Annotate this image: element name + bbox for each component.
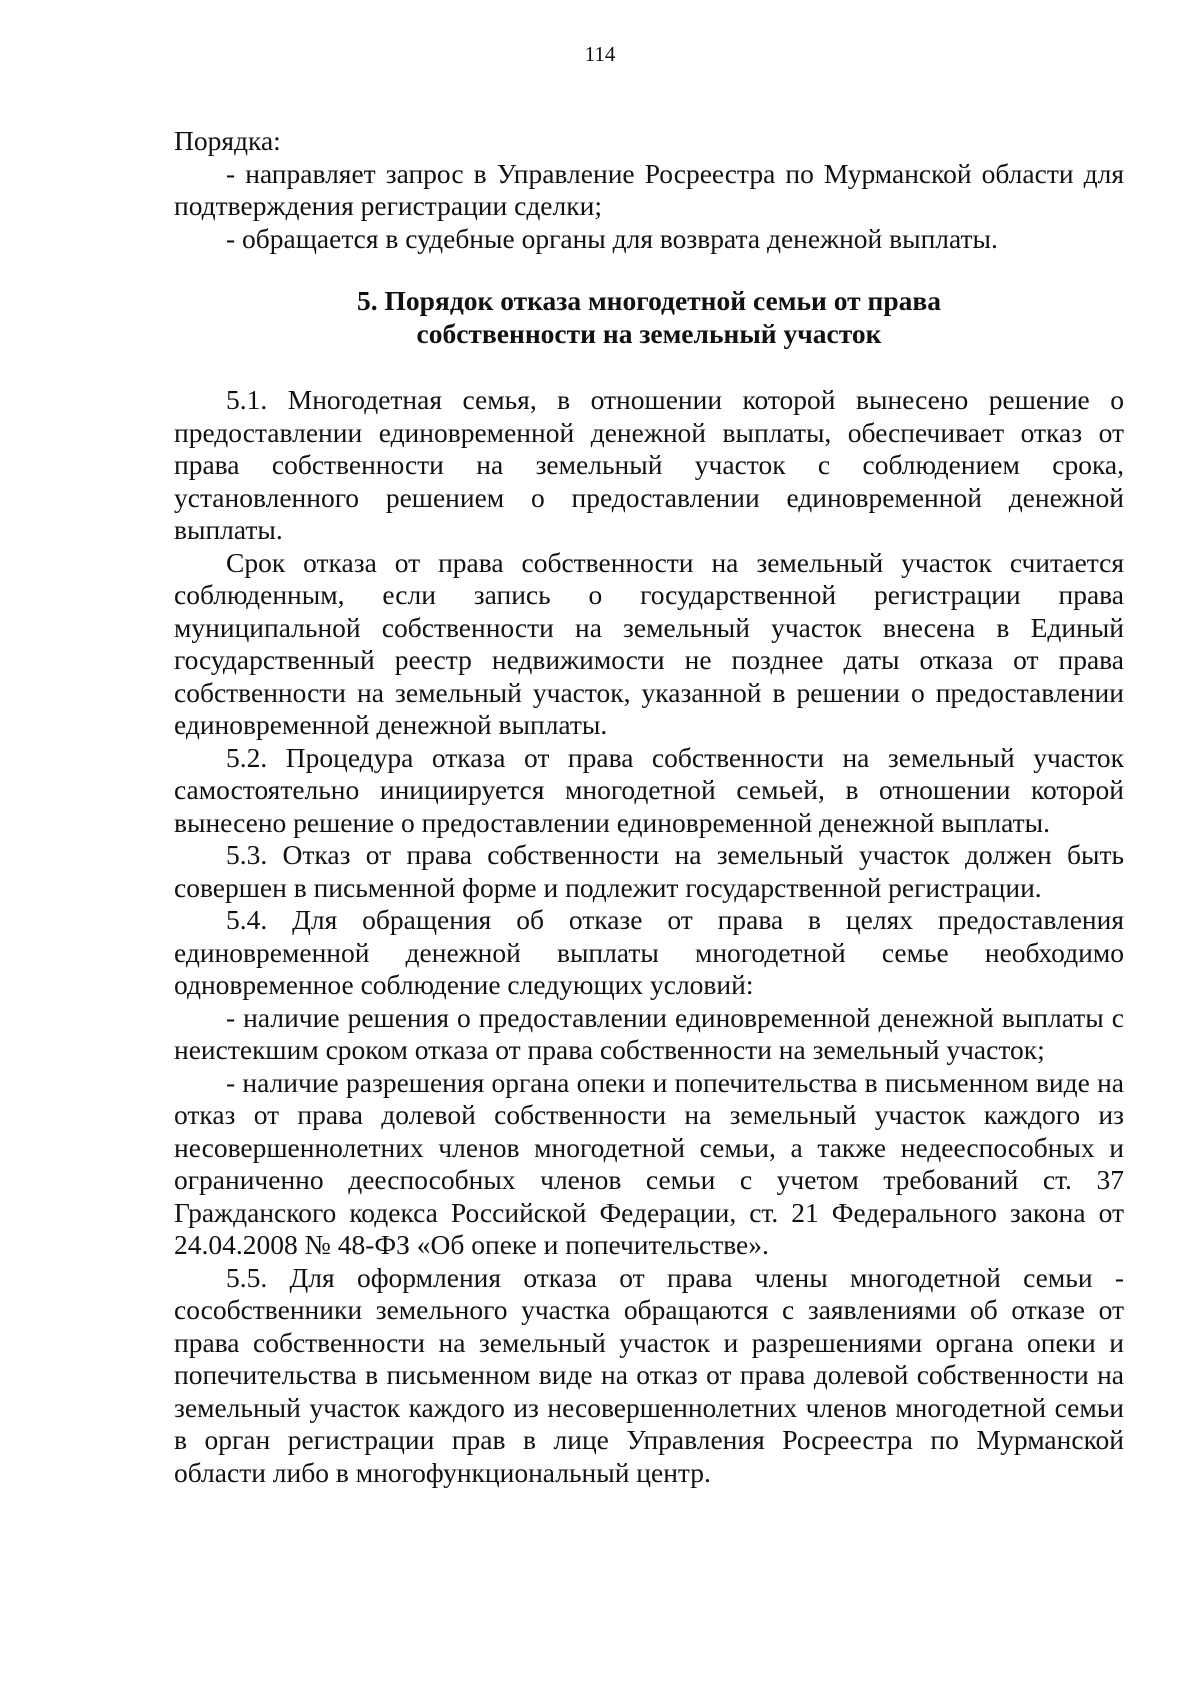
condition-item: - наличие разрешения органа опеки и попечительства в письменном виде на отказ от права долевой собственности на земельный участок каждого из несовершеннолетних членов многодетной семьи, а также недееспособных и ограниченно дееспособных членов семьи с учетом требований ст. 37 Гражданского кодекса Российской Федерации, ст. 21 Федерального закона от 24.04.2008 № 48-ФЗ «Об опеке и попечительстве». <box>174 1066 1124 1260</box>
continuation-lead: Порядка: <box>174 125 281 156</box>
list-item: - направляет запрос в Управление Росреестра по Мурманской области для подтверждения регистрации сделки; <box>174 157 1124 221</box>
section-heading-line: собственности на земельный участок <box>416 317 882 349</box>
section-heading-line: 5. Порядок отказа многодетной семьи от права <box>357 285 941 316</box>
list-item: - обращается в судебные органы для возврата денежной выплаты. <box>226 222 998 254</box>
condition-item: - наличие решения о предоставлении единовременной денежной выплаты с неистекшим сроком отказа от права собственности на земельный участок; <box>174 1001 1124 1065</box>
paragraph-5-5: 5.5. Для оформления отказа от права члены многодетной семьи - сособственники земельного участка обращаются с заявлениями об отказе от права собственности на земельный участок и разрешениями органа опеки и попечительства в письменном виде на отказ от права долевой собственности на земельный участок каждого из несовершеннолетних членов многодетной семьи в орган регистрации прав в лице Управления Росреестра по Мурманской области либо в многофункциональный центр. <box>174 1261 1124 1488</box>
section-heading <box>174 285 1124 350</box>
paragraph-5-2: 5.2. Процедура отказа от права собственности на земельный участок самостоятельно инициируется многодетной семьей, в отношении которой вынесено решение о предоставлении единовременной денежной выплаты. <box>174 741 1124 838</box>
paragraph-deadline: Срок отказа от права собственности на земельный участок считается соблюденным, если запись о государственной регистрации права муниципальной собственности на земельный участок внесена в Единый государственный реестр недвижимости не позднее даты отказа от права собственности на земельный участок, указанной в решении о предоставлении единовременной денежной выплаты. <box>174 546 1124 740</box>
paragraph-5-4: 5.4. Для обращения об отказе от права в целях предоставления единовременной денежной выплаты многодетной семье необходимо одновременное соблюдение следующих условий: <box>174 904 1124 1000</box>
page-number: 114 <box>584 42 616 66</box>
paragraph-5-1: 5.1. Многодетная семья, в отношении которой вынесено решение о предоставлении единовременной денежной выплаты, обеспечивает отказ от права собственности на земельный участок с соблюдением срока, установленного решением о предоставлении единовременной денежной выплаты. <box>174 384 1124 545</box>
paragraph-5-3: 5.3. Отказ от права собственности на земельный участок должен быть совершен в письменной форме и подлежит государственной регистрации. <box>174 839 1124 903</box>
document-body <box>174 125 1124 1489</box>
